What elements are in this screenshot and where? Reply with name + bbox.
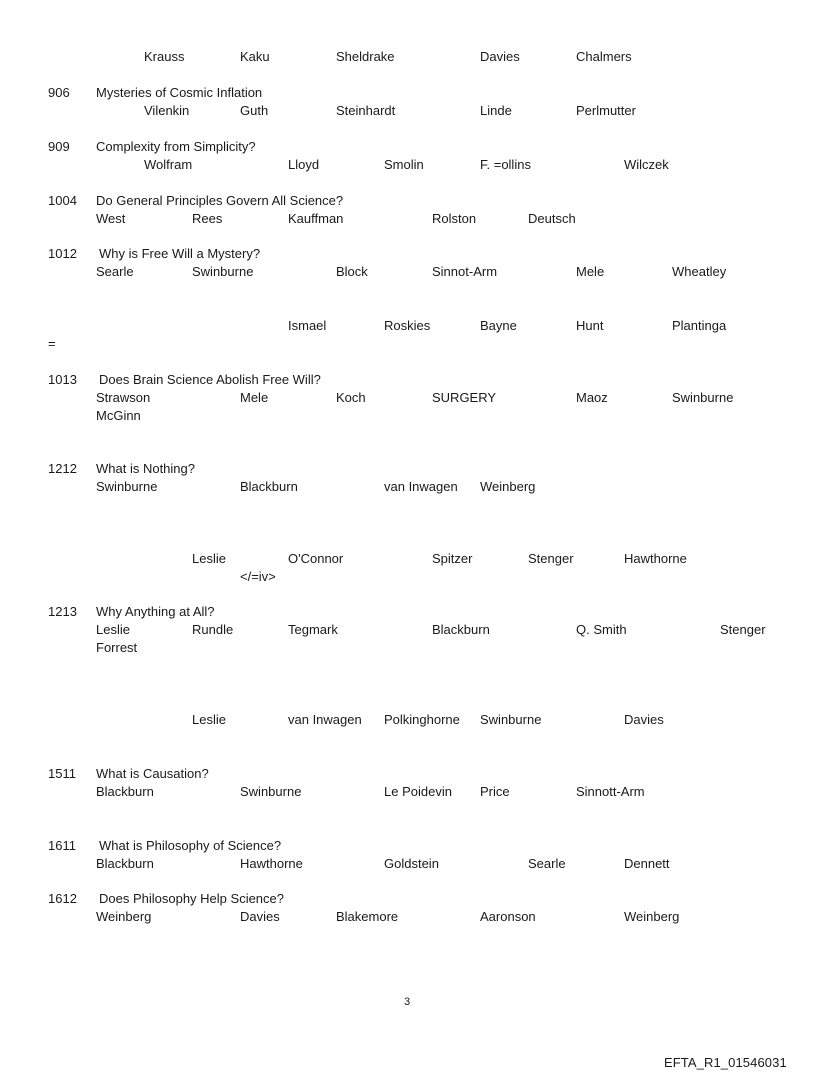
participant-name: O'Connor [288,551,344,566]
participant-name: Tegmark [288,622,338,637]
participant-name: Rundle [192,622,234,637]
episode-number: 1212 [48,461,77,476]
participant-name: Weinberg [624,909,680,924]
participant-name: van Inwagen [384,479,458,494]
participant-name: Block [336,264,368,279]
participant-name: Kauffman [288,211,344,226]
participant-name: Koch [336,390,366,405]
episode-number: 1511 [48,766,76,781]
participant-name: Guth [240,103,269,118]
participant-name: Weinberg [96,909,152,924]
participant-name: Strawson [96,390,151,405]
participant-name: Swinburne [240,784,302,799]
participant-name: Linde [480,103,512,118]
participant-name: Hawthorne [240,856,303,871]
participant-name: Chalmers [576,49,632,64]
episode-number: 1213 [48,604,77,619]
participant-name: Swinburne [480,712,542,727]
episode-title: Mysteries of Cosmic Inflation [96,85,263,100]
participant-name: Smolin [384,157,424,172]
participant-name: Searle [528,856,566,871]
participant-name: Blackburn [96,784,154,799]
episode-title: Does Brain Science Abolish Free Will? [99,372,321,387]
participant-name: SURGERY [432,390,497,405]
participant-name: Bayne [480,318,517,333]
participant-name: Deutsch [528,211,576,226]
participant-name: Price [480,784,510,799]
participant-name: Spitzer [432,551,473,566]
participant-name: Wolfram [144,157,193,172]
participant-name: Vilenkin [144,103,190,118]
participant-name: Swinburne [96,479,158,494]
participant-name: Rees [192,211,223,226]
participant-name: Weinberg [480,479,536,494]
participant-name: Davies [624,712,664,727]
participant-name: Davies [480,49,520,64]
participant-name: Blakemore [336,909,399,924]
participant-name: Q. Smith [576,622,627,637]
participant-name: Rolston [432,211,477,226]
stray-marker: </=iv> [240,569,276,584]
participant-name: Blackburn [432,622,490,637]
episode-number: 906 [48,85,70,100]
participant-name: Sheldrake [336,49,395,64]
episode-title: Do General Principles Govern All Science? [96,193,344,208]
participant-name: Blackburn [96,856,154,871]
participant-name: Perlmutter [576,103,636,118]
participant-name: van Inwagen [288,712,362,727]
episode-title: What is Nothing? [96,461,195,476]
episode-number: 1013 [48,372,77,387]
stray-marker: = [48,336,56,351]
episode-number: 1612 [48,891,77,906]
participant-name: Wilczek [624,157,669,172]
participant-name: Polkinghorne [384,712,460,727]
participant-name: Ismael [288,318,327,333]
episode-title: What is Causation? [96,766,209,781]
participant-name: Stenger [528,551,574,566]
document-id: EFTA_R1_01546031 [664,1055,787,1070]
participant-name: Maoz [576,390,608,405]
participant-name: Leslie [192,712,226,727]
participant-name: Steinhardt [336,103,396,118]
participant-name: Le Poidevin [384,784,452,799]
participant-name: Plantinga [672,318,727,333]
participant-name: Aaronson [480,909,536,924]
participant-name: Hawthorne [624,551,687,566]
participant-name: Lloyd [288,157,320,172]
participant-name: Forrest [96,640,138,655]
participant-name: Searle [96,264,134,279]
participant-name: Mele [576,264,605,279]
page-number: 3 [404,996,411,1008]
participant-name: West [96,211,126,226]
participant-name: Leslie [96,622,130,637]
participant-name: Wheatley [672,264,727,279]
participant-name: Sinnott-Arm [576,784,645,799]
participant-name: Mele [240,390,269,405]
episode-title: Does Philosophy Help Science? [99,891,284,906]
participant-name: Sinnot-Arm [432,264,498,279]
participant-name: Stenger [720,622,766,637]
participant-name: Dennett [624,856,670,871]
episode-number: 1012 [48,246,77,261]
participant-name: Roskies [384,318,431,333]
participant-name: McGinn [96,408,141,423]
episode-title: Complexity from Simplicity? [96,139,256,154]
episode-number: 1611 [48,838,76,853]
episode-title: What is Philosophy of Science? [99,838,282,853]
participant-name: Goldstein [384,856,439,871]
episode-number: 909 [48,139,70,154]
participant-name: Davies [240,909,280,924]
participant-name: Kaku [240,49,270,64]
episode-number: 1004 [48,193,77,208]
participant-name: Leslie [192,551,226,566]
participant-name: F. =ollins [480,157,531,172]
participant-name: Swinburne [192,264,254,279]
episode-title: Why is Free Will a Mystery? [99,246,261,261]
participant-name: Blackburn [240,479,298,494]
episode-title: Why Anything at All? [96,604,215,619]
participant-name: Hunt [576,318,604,333]
participant-name: Swinburne [672,390,734,405]
participant-name: Krauss [144,49,185,64]
